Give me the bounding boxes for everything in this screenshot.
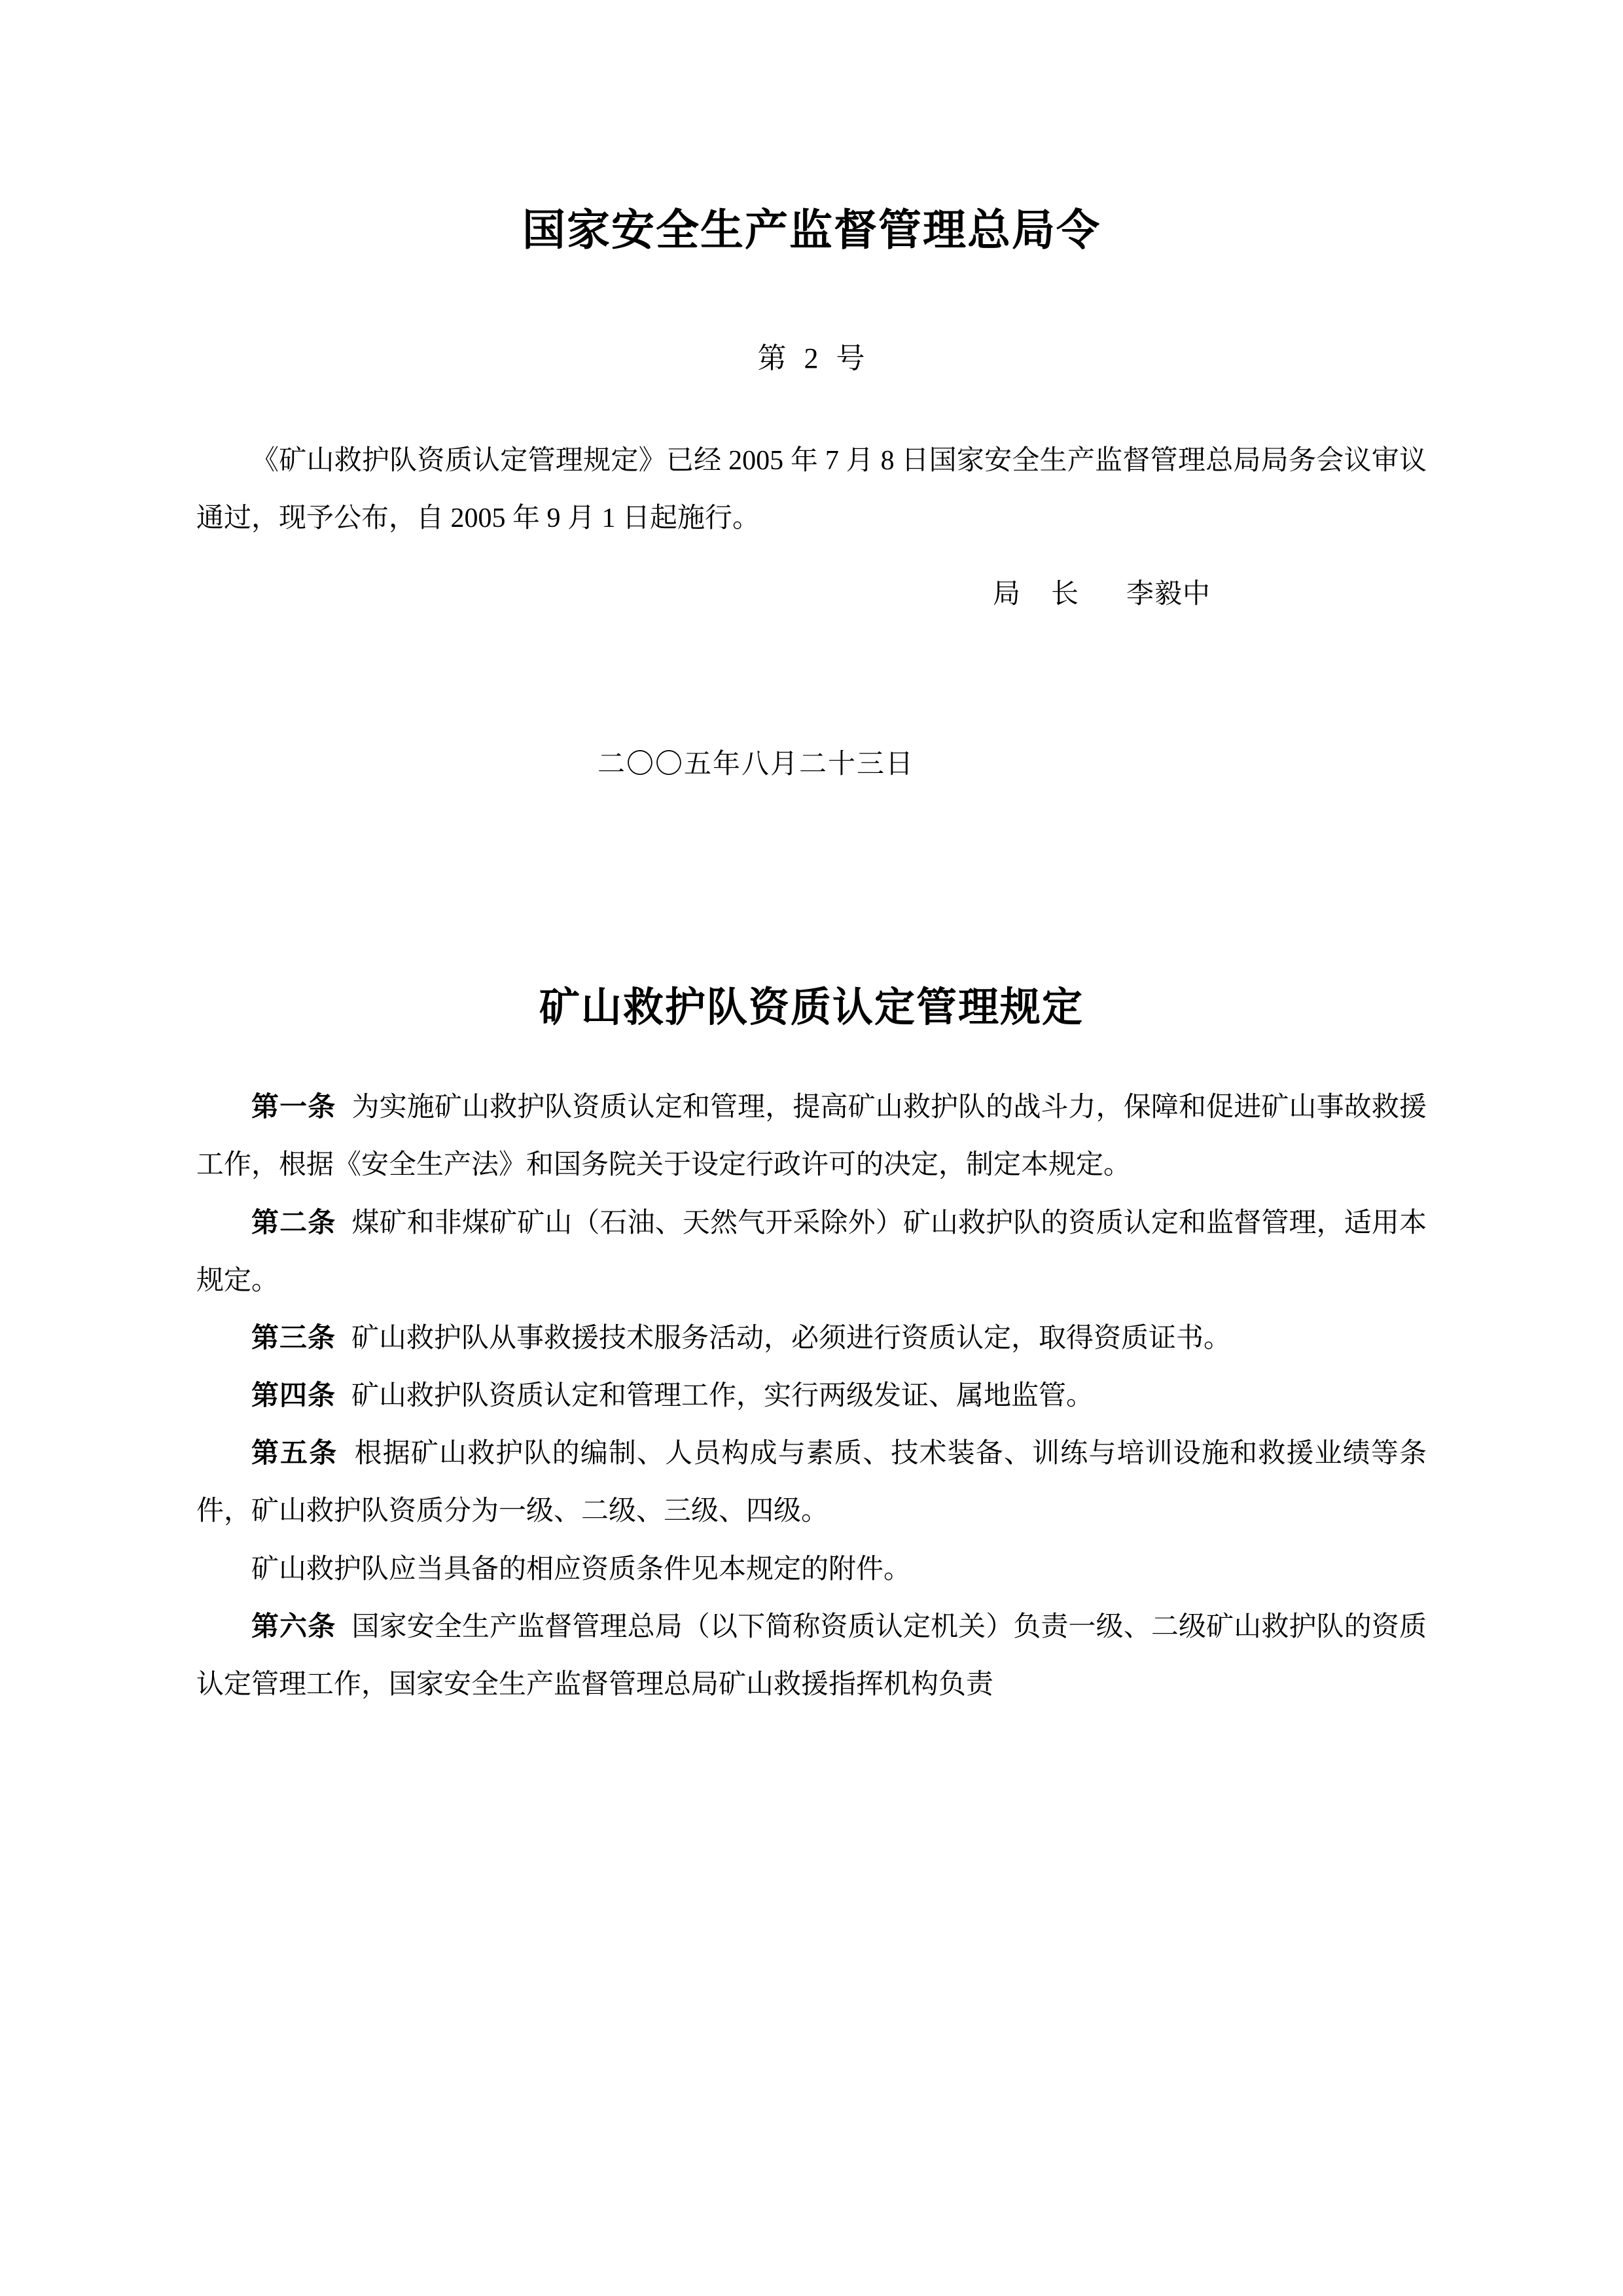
regulation-title: 矿山救护队资质认定管理规定 bbox=[539, 986, 1084, 1031]
article-text: 煤矿和非煤矿矿山（石油、天然气开采除外）矿山救护队的资质认定和监督管理，适用本规定。 bbox=[196, 1208, 1427, 1296]
article-text: 国家安全生产监督管理总局（以下简称资质认定机关）负责一级、二级矿山救护队的资质认定管理工作，国家安全生产监督管理总局矿山救援指挥机构负责 bbox=[196, 1611, 1427, 1700]
article-item bbox=[196, 1079, 1427, 1194]
article-list bbox=[196, 1079, 1427, 1713]
notice-paragraph: 《矿山救护队资质认定管理规定》已经 2005 年 7 月 8 日国家安全生产监督管理总局局务会议审议通过，现予公布，自 2005 年 9 月 1 日起施行。 bbox=[196, 445, 1427, 533]
signature-name: 李毅中 bbox=[1126, 579, 1211, 610]
issue-date: 二〇〇五年八月二十三日 bbox=[597, 749, 914, 780]
article-text: 矿山救护队从事救援技术服务活动，必须进行资质认定，取得资质证书。 bbox=[351, 1323, 1232, 1354]
article-item bbox=[196, 1367, 1427, 1425]
article-label: 第四条 bbox=[251, 1381, 336, 1412]
article-item bbox=[196, 1194, 1427, 1310]
article-text: 根据矿山救护队的编制、人员构成与素质、技术装备、训练与培训设施和救援业绩等条件，矿山救护队资质分为一级、二级、三级、四级。 bbox=[196, 1439, 1427, 1527]
article-label: 第六条 bbox=[251, 1611, 336, 1642]
article-item bbox=[196, 1310, 1427, 1367]
article-text: 矿山救护队资质认定和管理工作，实行两级发证、属地监管。 bbox=[351, 1381, 1094, 1412]
article-label: 第五条 bbox=[251, 1439, 338, 1469]
order-label: 第 bbox=[757, 342, 787, 374]
signature-title-first: 局 bbox=[992, 579, 1021, 610]
page-title: 国家安全生产监督管理总局令 bbox=[522, 207, 1101, 255]
article-label: 第一条 bbox=[251, 1092, 336, 1123]
signature-line bbox=[196, 572, 1427, 611]
article-item bbox=[196, 1425, 1427, 1540]
article-label: 第三条 bbox=[251, 1323, 336, 1354]
article-item bbox=[196, 1598, 1427, 1713]
order-number-line bbox=[196, 334, 1427, 376]
article-text: 矿山救护队应当具备的相应资质条件见本规定的附件。 bbox=[251, 1554, 912, 1585]
order-suffix: 号 bbox=[836, 342, 866, 374]
signature-title-second: 长 bbox=[1050, 579, 1079, 610]
article-text: 为实施矿山救护队资质认定和管理，提高矿山救护队的战斗力，保障和促进矿山事故救援工作，根据《安全生产法》和国务院关于设定行政许可的决定，制定本规定。 bbox=[196, 1092, 1427, 1181]
order-number: 2 bbox=[804, 342, 819, 374]
notice-block bbox=[196, 432, 1427, 547]
article-subparagraph bbox=[196, 1541, 1427, 1598]
article-label: 第二条 bbox=[251, 1208, 336, 1238]
